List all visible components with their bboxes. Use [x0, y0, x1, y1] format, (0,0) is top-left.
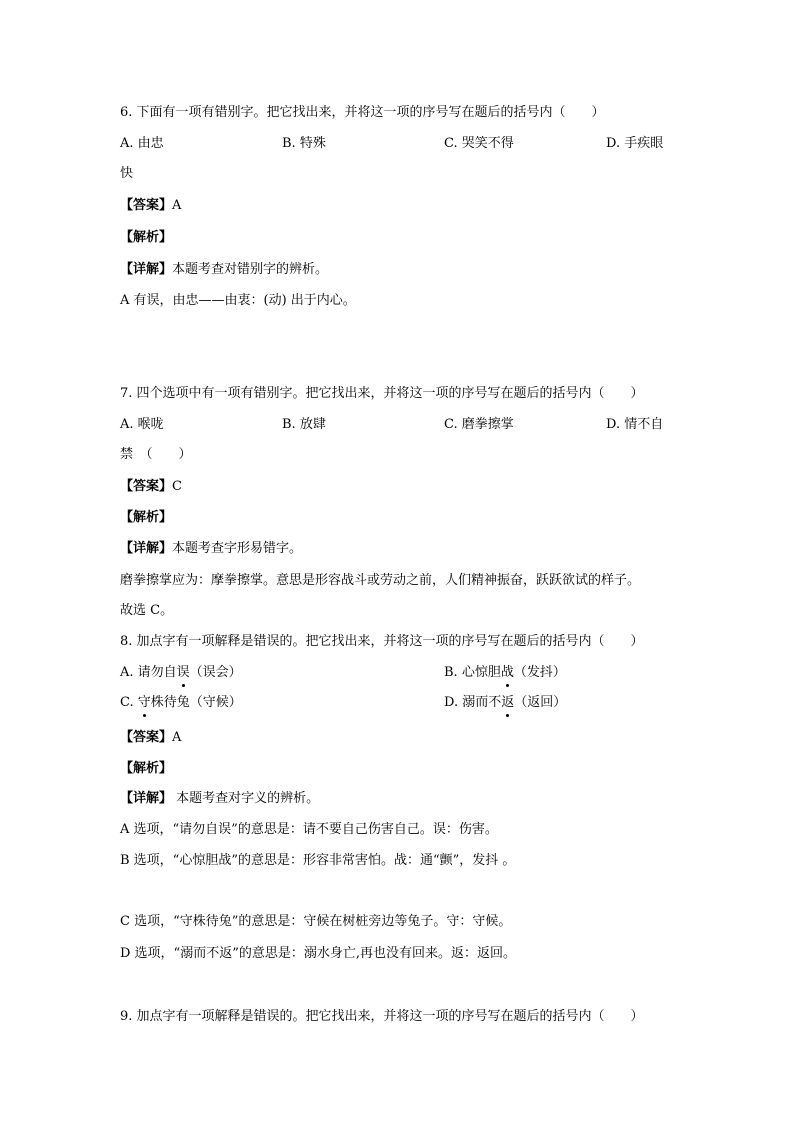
q8-analysis-label: 【解析】 [120, 761, 173, 776]
dotted-char: 战 [500, 665, 514, 680]
q6-detail [120, 261, 328, 279]
q9-stem: 9. 加点字有一项解释是错误的。把它找出来，并将这一项的序号写在题后的括号内（ ） [120, 1009, 644, 1024]
q7-option-d: D. 情不自 [606, 417, 664, 432]
q8-explain-d: D 选项，“溺而不返”的意思是：溺水身亡,再也没有回来。返：返回。 [120, 946, 516, 961]
q8-option-d [444, 694, 566, 712]
dotted-char: 守 [137, 695, 151, 710]
q7-analysis-label: 【解析】 [120, 510, 173, 525]
answer-label: 【答案】 [120, 479, 173, 494]
detail-text: 本题考查字形易错字。 [172, 541, 303, 556]
q7-detail [120, 540, 302, 558]
q7-stem: 7. 四个选项中有一项有错别字。把它找出来，并将这一项的序号写在题后的括号内（ ） [120, 386, 644, 401]
detail-label: 【详解】 [120, 262, 173, 277]
detail-label: 【详解】 [120, 791, 173, 806]
q6-option-a: A. 由忠 [120, 136, 164, 151]
q7-option-d-cont: 禁 （ ） [120, 447, 192, 462]
q8-explain-b: B 选项，“心惊胆战”的意思是：形容非常害怕。战：通“颤”，发抖 。 [120, 853, 516, 868]
option-text: C. [120, 695, 138, 710]
q7-option-c: C. 磨拳擦掌 [444, 417, 514, 432]
option-gloss: （返回） [514, 695, 567, 710]
answer-label: 【答案】 [120, 198, 173, 213]
q7-explain: 磨拳擦掌应为：摩拳擦掌。意思是形容战斗或劳动之前，人们精神振奋，跃跃欲试的样子。 [120, 573, 641, 588]
answer-label: 【答案】 [120, 730, 173, 745]
detail-text: 本题考查对字义的辨析。 [176, 791, 320, 806]
q6-option-d: D. 手疾眼 [606, 136, 664, 151]
dotted-char: 误 [176, 665, 190, 680]
detail-text: 本题考查对错别字的辨析。 [172, 262, 329, 277]
q8-option-a [120, 664, 242, 682]
answer-value: A [172, 730, 182, 745]
q8-answer [120, 729, 181, 747]
q6-answer [120, 197, 181, 215]
option-text: D. 溺而不 [444, 695, 502, 710]
q8-option-b [444, 664, 566, 682]
dotted-char: 返 [501, 695, 515, 710]
option-gloss: （误会） [189, 665, 242, 680]
q6-option-c: C. 哭笑不得 [444, 136, 514, 151]
q6-stem: 6. 下面有一项有错别字。把它找出来，并将这一项的序号写在题后的括号内（ ） [120, 105, 605, 120]
answer-value: C [172, 479, 182, 494]
answer-value: A [172, 198, 182, 213]
q7-option-b: B. 放肆 [282, 417, 326, 432]
q8-explain-a: A 选项，“请勿自误”的意思是：请不要自己伤害自己。误：伤害。 [120, 822, 498, 837]
q7-option-a: A. 喉咙 [120, 417, 164, 432]
q6-option-d-cont: 快 [120, 166, 134, 181]
option-gloss: 株待兔（守候） [150, 695, 242, 710]
q6-option-b: B. 特殊 [282, 136, 326, 151]
q8-detail [120, 790, 319, 808]
option-text: A. 请勿自 [120, 665, 177, 680]
detail-label: 【详解】 [120, 541, 173, 556]
q8-explain-c: C 选项，“守株待兔”的意思是：守候在树桩旁边等兔子。守：守候。 [120, 914, 512, 929]
option-gloss: （发抖） [513, 665, 566, 680]
q6-explain: A 有误，由忠——由衷：(动) 出于内心。 [120, 293, 356, 308]
q8-stem: 8. 加点字有一项解释是错误的。把它找出来，并将这一项的序号写在题后的括号内（ ） [120, 634, 644, 649]
q8-option-c [120, 694, 242, 712]
q6-analysis-label: 【解析】 [120, 230, 173, 245]
q7-answer [120, 478, 182, 496]
option-text: B. 心惊胆 [444, 665, 501, 680]
q7-conclusion: 故选 C。 [120, 603, 174, 618]
